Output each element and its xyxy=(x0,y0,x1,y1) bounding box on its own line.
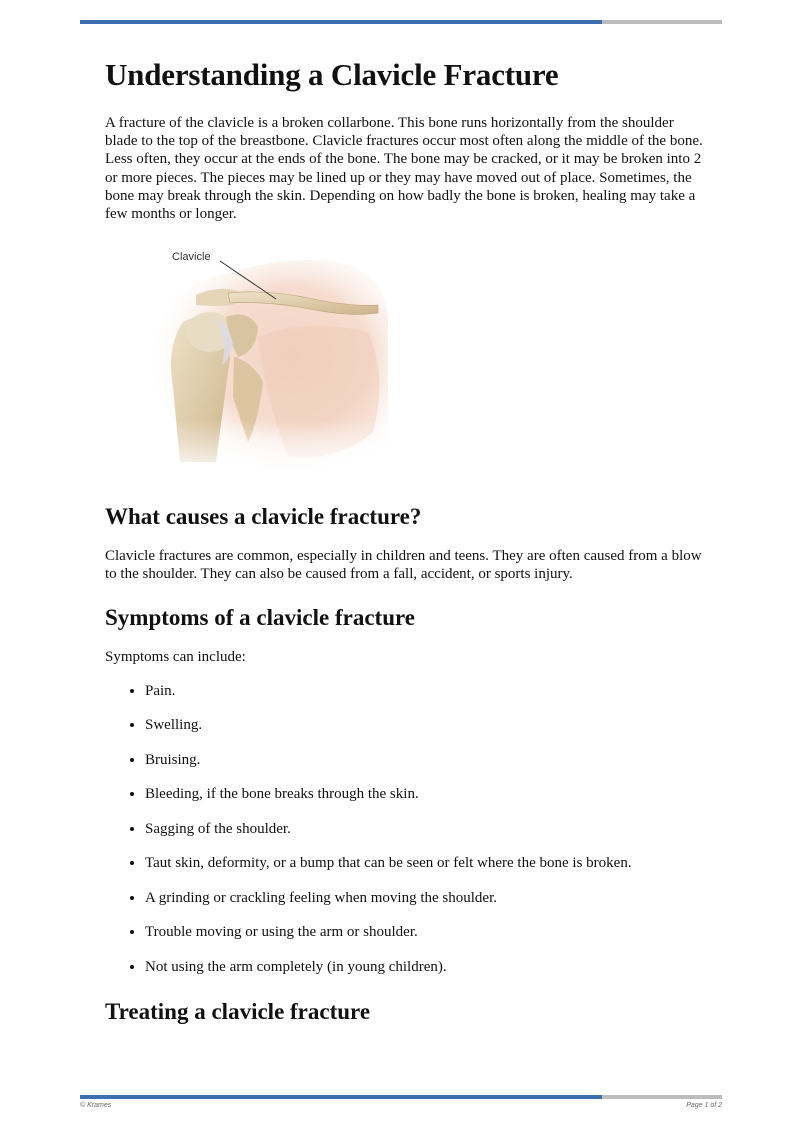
list-item: • Pain. xyxy=(145,682,705,700)
list-item: • Taut skin, deformity, or a bump that can be seen or felt where the bone is broken. xyxy=(145,854,705,872)
list-item: • Not using the arm completely (in young children). xyxy=(145,958,705,976)
bottom-rule-accent xyxy=(80,1095,602,1099)
symptoms-list xyxy=(105,682,705,976)
treating-heading: Treating a clavicle fracture xyxy=(105,998,371,1024)
top-rule-accent xyxy=(80,20,602,24)
causes-heading: What causes a clavicle fracture? xyxy=(105,504,422,530)
top-rule-rest xyxy=(602,20,722,24)
footer-copyright: © Krames xyxy=(80,1102,112,1109)
top-rule xyxy=(80,20,722,24)
shoulder-anatomy-image xyxy=(138,247,398,477)
bottom-rule-rest xyxy=(602,1095,722,1099)
intro-paragraph: A fracture of the clavicle is a broken collarbone. This bone runs horizontally from the shoulder blade to the top of the breastbone. Clavicle fractures occur most often along the middle of the bone. Less often, they occur at the ends of the bone. The bone may be cracked, or it may be broken into 2 or more pieces. The pieces may be lined up or they may have moved out of place. Sometimes, the bone may break through the skin. Depending on how badly the bone is broken, healing may take a few months or longer. xyxy=(105,115,703,223)
clavicle-label: Clavicle xyxy=(172,251,211,264)
bottom-rule xyxy=(80,1095,722,1099)
list-item: • Bleeding, if the bone breaks through the skin. xyxy=(145,785,705,803)
page-title: Understanding a Clavicle Fracture xyxy=(105,57,559,92)
causes-paragraph: Clavicle fractures are common, especially in children and teens. They are often caused from a blow to the shoulder. They can also be caused from a fall, accident, or sports injury. xyxy=(105,548,702,583)
list-item: • Trouble moving or using the arm or shoulder. xyxy=(145,923,705,941)
footer-page-number: Page 1 of 2 xyxy=(686,1102,722,1109)
symptoms-heading: Symptoms of a clavicle fracture xyxy=(105,604,415,630)
list-item: • Sagging of the shoulder. xyxy=(145,820,705,838)
list-item: • Swelling. xyxy=(145,716,705,734)
list-item: • A grinding or crackling feeling when moving the shoulder. xyxy=(145,889,705,907)
clavicle-illustration xyxy=(138,247,398,477)
page-content xyxy=(105,56,705,1026)
list-item: • Bruising. xyxy=(145,751,705,769)
symptoms-lead: Symptoms can include: xyxy=(105,648,246,665)
